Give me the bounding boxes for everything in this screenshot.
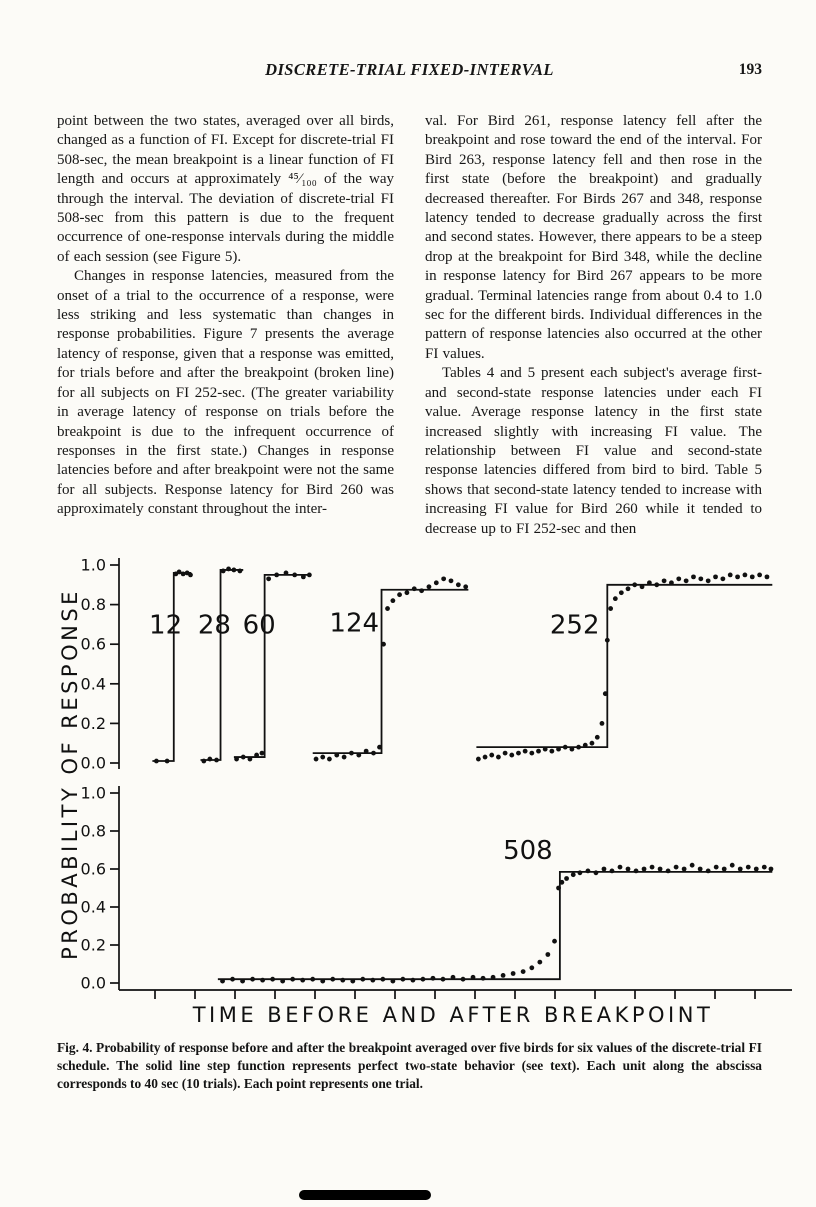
- page-number: 193: [738, 61, 762, 78]
- svg-text:124: 124: [329, 608, 380, 639]
- svg-text:0.6: 0.6: [80, 634, 106, 654]
- paragraph-left-2: Changes in response latencies, measured from the onset of a trial to the occurrence of a response, were less striking and less systematic than changes in response probabilities. Figure 7 presents the average latency of response, given that a response was emitted, for trials before and after the breakpoint (broken line) for all subjects on FI 252-sec. (The greater variability in average latency of response on trials before the breakpoint is due to the infrequent occurrence of responses in the first state.) Changes in response latencies before and after breakpoint were not the same for all subjects. Response latency for Bird 260 was approximately constant throughout the inter-: [57, 268, 394, 518]
- svg-text:28: 28: [197, 610, 231, 641]
- svg-text:0.4: 0.4: [80, 674, 106, 694]
- svg-text:TIME BEFORE AND AFTER BREAKPOI: TIME BEFORE AND AFTER BREAKPOINT: [192, 1002, 714, 1027]
- svg-text:0.4: 0.4: [80, 897, 106, 917]
- paragraph-right-1: val. For Bird 261, response latency fell after the breakpoint and rose toward the end of the interval. For Bird 263, response latency fell and then rose in the first state (before the breakpoint) and gradually decreased thereafter. For Birds 267 and 348, response latency tended to decrease gradually across the first and second states. However, there appears to be a steep drop at the breakpoint for Bird 348, while the decline in response latency for Bird 267 appears to be more gradual. Terminal latencies range from about 0.4 to 1.0 sec for the different birds. Individual differences in the pattern of response latencies also occurred at the other FI values.: [425, 113, 762, 362]
- figure-chart: [57, 553, 797, 1031]
- scan-artifact-bar: [299, 1190, 431, 1200]
- running-title: DISCRETE-TRIAL FIXED-INTERVAL: [265, 60, 554, 79]
- page-header: [57, 60, 762, 82]
- svg-text:0.8: 0.8: [80, 595, 106, 615]
- svg-text:60: 60: [242, 610, 276, 641]
- body-text: [57, 112, 762, 539]
- svg-text:0.8: 0.8: [80, 821, 106, 841]
- left-column: [57, 112, 394, 539]
- svg-text:0.2: 0.2: [80, 935, 106, 955]
- figure-4: [57, 553, 762, 1092]
- figure-caption: Fig. 4. Probability of response before and after the breakpoint averaged over five birds for six values of the discrete-trial FI schedule. The solid line step function represents perfect two-state behavior (see text). Each unit along the abscissa corresponds to 40 sec (10 trials). Each point represents one trial.: [57, 1039, 762, 1091]
- svg-text:PROBABILITY OF RESPONSE: PROBABILITY OF RESPONSE: [58, 588, 82, 960]
- svg-text:1.0: 1.0: [80, 783, 106, 803]
- svg-text:1.0: 1.0: [80, 555, 106, 575]
- right-column: [425, 112, 762, 539]
- svg-text:12: 12: [149, 610, 183, 641]
- paragraph-left-1: point between the two states, averaged over all birds, changed as a function of FI. Except for discrete-trial FI 508-sec, the mean breakpoint is a linear function of FI length and occurs at approximately ⁴⁵⁄₁₀₀ of the way through the interval. The deviation of discrete-trial FI 508-sec from this pattern is due to the frequent occurrence of one-response intervals during the middle of each session (see Figure 5).: [57, 113, 394, 265]
- svg-text:0.6: 0.6: [80, 859, 106, 879]
- svg-text:0.0: 0.0: [80, 973, 106, 993]
- svg-text:252: 252: [549, 610, 600, 641]
- svg-text:0.2: 0.2: [80, 713, 106, 733]
- svg-text:0.0: 0.0: [80, 753, 106, 773]
- paragraph-right-2: Tables 4 and 5 present each subject's average first- and second-state response latencies under each FI value. Average response latency in the first state increased slightly with increasing FI value. The relationship between FI value and second-state response latencies differed from bird to bird. Table 5 shows that second-state latency tended to increase with increasing FI value for Bird 260 while it tended to decrease up to FI 252-sec and then: [425, 365, 762, 537]
- svg-text:508: 508: [503, 835, 553, 866]
